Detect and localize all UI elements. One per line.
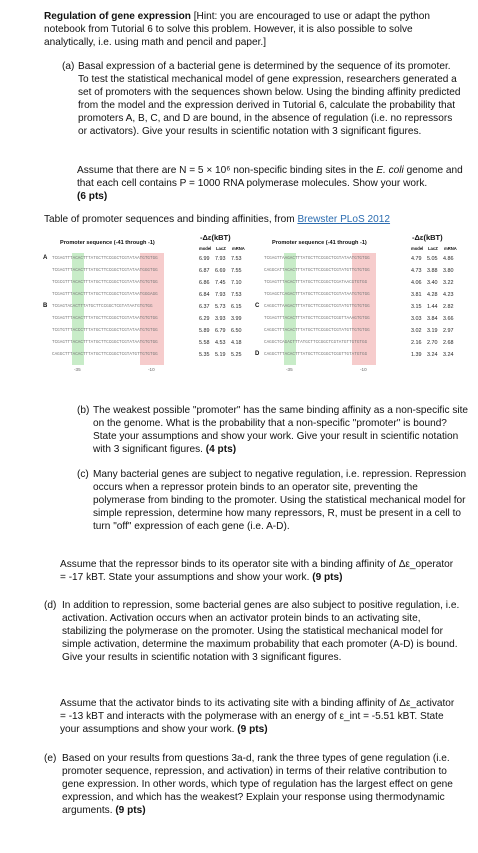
table-row	[254, 254, 462, 264]
value-model: 3.02	[411, 328, 422, 334]
header-sequence: Promoter sequence (-41 through -1)	[60, 240, 155, 246]
table-caption-text: Table of promoter sequences and binding affinities, from	[44, 214, 298, 225]
value-model: 6.87	[199, 268, 210, 274]
question-b-points: (4 pts)	[205, 444, 237, 455]
value-mrna: 2.97	[443, 328, 454, 334]
value-lacz: 6.69	[215, 268, 226, 274]
table-row	[254, 266, 462, 276]
value-mrna: 6.50	[231, 328, 242, 334]
promoter-table-left	[42, 233, 250, 371]
question-d-text: In addition to repression, some bacterial genes are also subject to positive regulation, i.e. activation. Activation occurs when an activator protein binds to an activating site, stabilizing the polymerase on the promoter. Using the statistical mechanical model for simple activation, determine the maximum probability that each promoter (A-D) is bound. Give your results in scientific notation with 3 significant figures.	[62, 600, 460, 663]
value-mrna: 7.53	[231, 292, 242, 298]
table-row	[42, 266, 250, 276]
assumption-d-text: Assume that the activator binds to its activating site with a binding affinity of Δε_activator = -13 kBT and interacts with the polymerase with an energy of ε_int = -5.51 kBT. State your assumptions and show your work.	[60, 698, 455, 735]
value-lacz: 5.19	[215, 352, 226, 358]
value-lacz: 3.19	[427, 328, 438, 334]
question-a-label: (a)	[62, 61, 75, 72]
value-lacz: 3.93	[215, 316, 226, 322]
header-binding-energy: -Δε(kBT)	[412, 233, 443, 242]
value-lacz: 3.40	[427, 280, 438, 286]
value-mrna: 2.82	[443, 304, 454, 310]
promoter-sequence: TCGAGTTTACACTTTATGCTTCCGGCTCGGTTAAAGTGTGG	[264, 316, 370, 321]
header-model: model	[411, 246, 424, 251]
value-mrna: 2.68	[443, 340, 454, 346]
promoter-sequence: CAGGCTTTACACTTTATGCTTCCGGCTCGTATGTTGTGTGG	[52, 352, 158, 357]
table-row	[254, 314, 462, 324]
table-row	[42, 326, 250, 336]
question-b-label: (b)	[77, 405, 90, 416]
table-row	[42, 338, 250, 348]
value-model: 5.35	[199, 352, 210, 358]
tick-minus10: -10	[148, 367, 155, 372]
question-b-text: The weakest possible "promoter" has the same binding affinity as a non-specific site on the genome. What is the probability that a non-specific "promoter" is bound? State your assumptions and show your work. Give your result in scientific notation with 3 significant figures.	[93, 405, 469, 455]
table-row	[42, 350, 250, 360]
value-model: 4.79	[411, 256, 422, 262]
value-model: 3.15	[411, 304, 422, 310]
value-model: 4.06	[411, 280, 422, 286]
table-row	[254, 278, 462, 288]
table-header	[42, 233, 250, 253]
promoter-table-right	[254, 233, 462, 371]
table-row	[42, 314, 250, 324]
table-row	[254, 290, 462, 300]
value-mrna: 7.53	[231, 256, 242, 262]
table-row	[254, 326, 462, 336]
question-d	[44, 599, 464, 664]
problem-hint: [Hint: you are encouraged to use or adapt the python notebook from Tutorial 6 to solve this problem. However, it is also possible to solve analytically, i.e. using math and pencil and paper.]	[44, 11, 430, 48]
table-row	[254, 350, 462, 360]
value-mrna: 3.99	[231, 316, 242, 322]
promoter-sequence: TCGCGTTTACACTTTATGCTTCCGGCTCGTATAATGTGTGG	[52, 280, 158, 285]
promoter-sequence: TCGAGTTTACACTTTATGCTTCCGGCTCGATAACGTGTGG	[264, 280, 368, 285]
question-c-assumption	[60, 558, 460, 584]
tick-minus35: -35	[286, 367, 293, 372]
value-lacz: 4.53	[215, 340, 226, 346]
table-row	[254, 338, 462, 348]
value-model: 6.84	[199, 292, 210, 298]
question-e-label: (e)	[44, 753, 57, 764]
value-lacz: 7.93	[215, 256, 226, 262]
header-sequence: Promoter sequence (-41 through -1)	[272, 240, 367, 246]
table-header	[254, 233, 462, 253]
promoter-sequence: CAGGCTTTACACTTTATGCTTCCGGCTCGGTTGTATGTGG	[264, 352, 368, 357]
value-lacz: 2.70	[427, 340, 438, 346]
value-model: 5.89	[199, 328, 210, 334]
problem-title: Regulation of gene expression	[44, 11, 191, 22]
promoter-sequence: TCGAGTTTACACTTTATGCTTCCGGCTCGTATAATGGGTGG	[52, 268, 158, 273]
header-mrna: mRNA	[444, 246, 457, 251]
promoter-sequence: TCGTGTTTACCCTTTATGCTTCCGGCTCGTATAATGTGTGG	[52, 328, 158, 333]
header-lacz: LacZ	[216, 246, 226, 251]
value-model: 6.99	[199, 256, 210, 262]
promoter-sequence: CAGGCTTAAGACTTTATGCTTCCGGCTCGTATGTTGTGTGG	[264, 304, 370, 309]
table-row	[42, 302, 250, 312]
question-e-text: Based on your results from questions 3a-d, rank the three types of gene regulation (i.e. promoter sequence, repression, and activation) in terms of their relative contribution to gene expression. In other words, which type of regulation has the largest effect on gene expression, and which has the weakest? Explain your response using thermodynamic arguments.	[62, 753, 453, 816]
value-mrna: 3.24	[443, 352, 454, 358]
value-lacz: 5.05	[427, 256, 438, 262]
header-mrna: mRNA	[232, 246, 245, 251]
value-mrna: 4.23	[443, 292, 454, 298]
promoter-sequence: TCGAGTACACTTTATGCTTCCGGCTCGTATAATGTGTGG	[52, 304, 153, 309]
promoter-sequence: TCGAGCTCAGACTTTATGCTTCCGGCTCGTATAATGTGTGG	[264, 292, 370, 297]
promoter-sequence: TCGAGTTTACACTTTATGCTTCCGGCTCGTATAATGTGTGG	[52, 340, 158, 345]
value-lacz: 1.44	[427, 304, 438, 310]
value-mrna: 7.10	[231, 280, 242, 286]
value-mrna: 3.22	[443, 280, 454, 286]
value-model: 3.03	[411, 316, 422, 322]
value-model: 6.29	[199, 316, 210, 322]
assumption-c-text: Assume that the repressor binds to its operator site with a binding affinity of Δε_operator = -17 kBT. State your assumptions and show your work.	[60, 559, 454, 583]
problem-intro	[44, 10, 464, 49]
value-model: 6.37	[199, 304, 210, 310]
value-lacz: 7.93	[215, 292, 226, 298]
table-row	[42, 278, 250, 288]
promoter-sequence: CAGGCTTTACACTTTATGCTTCCGGCTCGTATGTTGTGTGG	[264, 328, 370, 333]
question-b	[77, 404, 472, 456]
tick-minus10: -10	[360, 367, 367, 372]
promoter-sequence: TCGAGTTTACACTTTATGCTTCCGGCTCGTATAATGTGTGG	[52, 256, 158, 261]
question-d-label: (d)	[44, 600, 57, 611]
question-a-points: (6 pts)	[77, 191, 108, 202]
value-model: 6.86	[199, 280, 210, 286]
question-a-text: Basal expression of a bacterial gene is determined by the sequence of its promoter. To test the statistical mechanical model of gene expression, researchers generated a set of promoters with the sequences shown below. Using the binding affinity predicted from the model and the expression derived in Tutorial 6, calculate the probability that promoters A, B, C, and D are bound, in the absence of regulation (i.e. no repressors or activators). Give your results in scientific notation with 3 significant figures.	[78, 61, 461, 137]
promoter-label: A	[43, 255, 48, 261]
promoter-label: B	[43, 303, 48, 309]
question-d-points: (9 pts)	[237, 724, 268, 735]
assumption-a-rest: genome and that each cell contains P = 1000 RNA polymerase molecules. Show your work.	[77, 165, 463, 189]
value-mrna: 4.86	[443, 256, 454, 262]
value-model: 3.81	[411, 292, 422, 298]
value-model: 4.73	[411, 268, 422, 274]
header-model: model	[199, 246, 212, 251]
question-d-assumption	[60, 697, 460, 736]
value-lacz: 4.28	[427, 292, 438, 298]
value-model: 5.58	[199, 340, 210, 346]
promoter-label: D	[255, 351, 260, 357]
question-e	[44, 752, 464, 817]
value-mrna: 3.80	[443, 268, 454, 274]
table-row	[254, 302, 462, 312]
value-mrna: 5.25	[231, 352, 242, 358]
promoter-sequence: TCGAGTTTACACTTTATGCTTCCGGCTCGTATAATGTGTGG	[52, 316, 158, 321]
assumption-a-text: Assume that there are N = 5 × 10⁶ non-specific binding sites in the	[77, 165, 377, 176]
question-c-label: (c)	[77, 469, 89, 480]
value-lacz: 5.73	[215, 304, 226, 310]
value-mrna: 4.18	[231, 340, 242, 346]
promoter-label: C	[255, 303, 260, 309]
value-model: 1.39	[411, 352, 422, 358]
header-binding-energy: -Δε(kBT)	[200, 233, 231, 242]
promoter-sequence: CAGGCTCAGACTTTATGCTTCCGGCTCGTATGTTGTGTGG	[264, 340, 368, 345]
question-e-points: (9 pts)	[115, 805, 146, 816]
source-link[interactable]: Brewster PLoS 2012	[297, 214, 391, 225]
header-lacz: LacZ	[428, 246, 438, 251]
value-lacz: 3.88	[427, 268, 438, 274]
assumption-a-organism: E. coli	[376, 165, 404, 176]
promoter-table	[42, 233, 462, 373]
value-lacz: 6.79	[215, 328, 226, 334]
value-model: 2.16	[411, 340, 422, 346]
value-lacz: 3.84	[427, 316, 438, 322]
promoter-sequence: CAGGCATTACACTTTATGCTTCCGGCTCGTATGTTGTGTGG	[264, 268, 370, 273]
value-mrna: 7.55	[231, 268, 242, 274]
value-mrna: 6.15	[231, 304, 242, 310]
question-a-assumption	[77, 164, 467, 203]
question-a	[62, 60, 462, 138]
promoter-sequence: TCGAGTTTACACTTTATGCTTCCGGCTCGTATAATGGGAGG	[52, 292, 158, 297]
value-lacz: 3.24	[427, 352, 438, 358]
table-row	[42, 254, 250, 264]
table-caption	[44, 213, 464, 226]
promoter-sequence: TCGAGTTAAGACTTTATGCTTCCGGCTCGTATAATGTGTGG	[264, 256, 370, 261]
value-lacz: 7.45	[215, 280, 226, 286]
question-c-text: Many bacterial genes are subject to negative regulation, i.e. repression. Repression occurs when a repressor protein binds to an operator site, preventing the polymerase from binding to the promoter. Using the statistical mechanical model for simple repression, determine how many repressors, R, must be present in a cell to turn "off" expression of each gene (i.e. A-D).	[93, 469, 467, 532]
tick-minus35: -35	[74, 367, 81, 372]
value-mrna: 3.66	[443, 316, 454, 322]
question-c	[77, 468, 472, 533]
question-c-points: (9 pts)	[312, 572, 343, 583]
table-row	[42, 290, 250, 300]
